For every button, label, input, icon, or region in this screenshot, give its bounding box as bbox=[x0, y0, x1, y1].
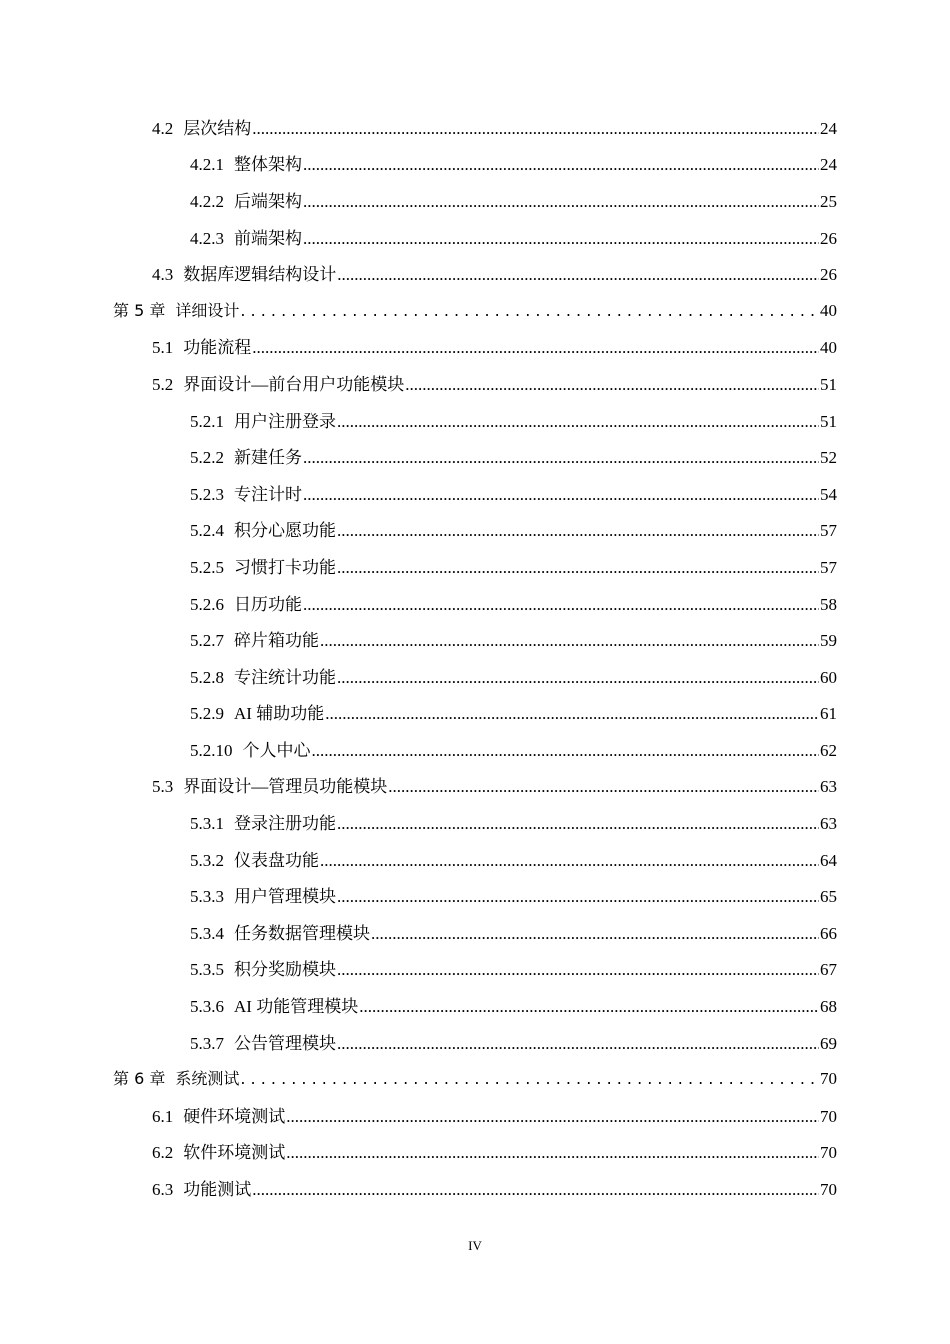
toc-entry-title: 积分奖励模块 bbox=[234, 960, 336, 980]
toc-dot-leader bbox=[337, 265, 819, 285]
toc-entry-label bbox=[190, 992, 358, 1017]
toc-entry-number: 5.3.2 bbox=[190, 850, 224, 870]
toc-dot-leader bbox=[303, 485, 819, 505]
toc-entry[interactable] bbox=[0, 1059, 950, 1096]
toc-entry-title: 公告管理模块 bbox=[234, 1033, 336, 1053]
toc-dot-leader bbox=[359, 997, 819, 1017]
toc-entry-page: 51 bbox=[820, 374, 837, 394]
toc-entry-title: 后端架构 bbox=[234, 191, 302, 211]
toc-entry-title: 硬件环境测试 bbox=[183, 1106, 286, 1126]
toc-entry-title: 积分心愿功能 bbox=[234, 521, 336, 541]
toc-dot-leader bbox=[303, 192, 819, 212]
toc-entry[interactable] bbox=[0, 1133, 950, 1170]
toc-entry-page: 65 bbox=[820, 887, 837, 907]
toc-entry-label bbox=[190, 187, 302, 212]
toc-entry-label bbox=[152, 1175, 251, 1200]
toc-entry-line bbox=[190, 699, 837, 724]
toc-entry-page: 52 bbox=[820, 448, 837, 468]
toc-dot-leader bbox=[303, 595, 819, 615]
toc-entry-title: 详细设计 bbox=[175, 300, 240, 320]
toc-entry[interactable] bbox=[0, 181, 950, 218]
toc-entry[interactable] bbox=[0, 840, 950, 877]
toc-entry-page: 61 bbox=[820, 704, 837, 724]
toc-entry[interactable] bbox=[0, 876, 950, 913]
toc-entry-page: 57 bbox=[820, 521, 837, 541]
toc-entry-page: 51 bbox=[820, 411, 837, 431]
toc-entry-number: 5.3.3 bbox=[190, 887, 224, 907]
toc-entry-number: 第 5 章 bbox=[113, 300, 166, 320]
toc-entry-title: 专注计时 bbox=[234, 484, 302, 504]
page-number: IV bbox=[468, 1238, 482, 1253]
toc-entry-page: 62 bbox=[820, 740, 837, 760]
toc-entry-title: AI 辅助功能 bbox=[234, 704, 325, 724]
toc-entry[interactable] bbox=[0, 145, 950, 182]
toc-entry-number: 4.2.2 bbox=[190, 191, 224, 211]
toc-entry-title: 系统测试 bbox=[175, 1069, 240, 1089]
toc-entry[interactable] bbox=[0, 694, 950, 731]
toc-dot-leader bbox=[252, 338, 819, 358]
toc-entry-title: AI 功能管理模块 bbox=[234, 997, 359, 1017]
toc-entry-title: 功能流程 bbox=[183, 338, 252, 358]
toc-entry-number: 5.2.5 bbox=[190, 557, 224, 577]
toc-entry-number: 5.2.7 bbox=[190, 631, 224, 651]
toc-entry-number: 5.3.6 bbox=[190, 997, 224, 1017]
toc-entry-label bbox=[152, 260, 336, 285]
toc-entry-number: 第 6 章 bbox=[113, 1069, 166, 1089]
toc-entry-page: 24 bbox=[820, 155, 837, 175]
toc-dot-leader bbox=[303, 448, 819, 468]
toc-entry-page: 54 bbox=[820, 484, 837, 504]
toc-entry-line bbox=[190, 443, 837, 468]
toc-entry-page: 67 bbox=[820, 960, 837, 980]
toc-dot-leader bbox=[337, 887, 819, 907]
toc-entry-title: 界面设计—管理员功能模块 bbox=[183, 777, 388, 797]
toc-entry-label bbox=[152, 772, 387, 797]
toc-entry-page: 25 bbox=[820, 191, 837, 211]
toc-entry[interactable] bbox=[0, 950, 950, 987]
toc-dot-leader bbox=[240, 1069, 819, 1088]
toc-entry-number: 5.3 bbox=[152, 777, 174, 797]
toc-entry-title: 用户注册登录 bbox=[234, 411, 336, 431]
toc-entry[interactable] bbox=[0, 1023, 950, 1060]
toc-entry-label bbox=[190, 919, 370, 944]
toc-dot-leader bbox=[337, 960, 819, 980]
toc-entry[interactable] bbox=[0, 108, 950, 145]
toc-dot-leader bbox=[252, 119, 819, 139]
toc-entry-label bbox=[190, 846, 319, 871]
table-of-contents bbox=[0, 108, 950, 1206]
toc-entry[interactable] bbox=[0, 437, 950, 474]
toc-entry-number: 4.2.1 bbox=[190, 155, 224, 175]
toc-entry-page: 63 bbox=[820, 814, 837, 834]
toc-entry-line bbox=[190, 553, 837, 578]
toc-entry-number: 4.2.3 bbox=[190, 228, 224, 248]
toc-entry-line bbox=[190, 150, 837, 175]
toc-entry-page: 70 bbox=[820, 1180, 837, 1200]
toc-entry-line bbox=[190, 224, 837, 249]
toc-entry-page: 70 bbox=[820, 1143, 837, 1163]
toc-entry-line bbox=[152, 772, 837, 797]
toc-entry-title: 整体架构 bbox=[234, 155, 302, 175]
toc-entry-label bbox=[152, 333, 251, 358]
toc-entry-page: 26 bbox=[820, 228, 837, 248]
toc-entry-number: 5.2.6 bbox=[190, 594, 224, 614]
toc-entry-number: 5.3.1 bbox=[190, 814, 224, 834]
toc-entry-line bbox=[152, 114, 837, 139]
toc-dot-leader bbox=[337, 668, 819, 688]
toc-entry-title: 前端架构 bbox=[234, 228, 302, 248]
toc-entry-title: 界面设计—前台用户功能模块 bbox=[183, 374, 405, 394]
toc-entry[interactable] bbox=[0, 254, 950, 291]
toc-entry-title: 仪表盘功能 bbox=[234, 850, 319, 870]
toc-entry-number: 5.2.8 bbox=[190, 667, 224, 687]
toc-dot-leader bbox=[286, 1143, 819, 1163]
toc-entry-number: 5.3.7 bbox=[190, 1033, 224, 1053]
toc-entry[interactable] bbox=[0, 474, 950, 511]
toc-entry-line bbox=[190, 1029, 837, 1054]
toc-dot-leader bbox=[303, 229, 819, 249]
toc-entry-title: 习惯打卡功能 bbox=[234, 557, 336, 577]
toc-entry-label bbox=[190, 663, 336, 688]
toc-entry-label bbox=[190, 224, 302, 249]
toc-entry[interactable] bbox=[0, 913, 950, 950]
toc-entry-number: 5.3.4 bbox=[190, 923, 224, 943]
toc-entry-number: 5.2.4 bbox=[190, 521, 224, 541]
toc-entry-title: 用户管理模块 bbox=[234, 887, 336, 907]
toc-entry-line bbox=[190, 663, 837, 688]
toc-entry-page: 60 bbox=[820, 667, 837, 687]
toc-dot-leader bbox=[405, 375, 819, 395]
toc-entry-line bbox=[152, 333, 837, 358]
toc-entry-page: 70 bbox=[820, 1069, 837, 1089]
toc-entry[interactable] bbox=[0, 218, 950, 255]
toc-dot-leader bbox=[337, 521, 819, 541]
toc-entry-line bbox=[190, 919, 837, 944]
toc-dot-leader bbox=[337, 1034, 819, 1054]
toc-entry[interactable] bbox=[0, 1096, 950, 1133]
toc-entry-line bbox=[190, 480, 837, 505]
toc-entry[interactable] bbox=[0, 986, 950, 1023]
toc-entry-line bbox=[190, 736, 837, 761]
toc-entry-label bbox=[190, 150, 302, 175]
toc-entry-label bbox=[190, 626, 319, 651]
toc-dot-leader bbox=[371, 924, 819, 944]
toc-entry-label bbox=[190, 736, 311, 761]
toc-entry-number: 5.3.5 bbox=[190, 960, 224, 980]
toc-entry-title: 功能测试 bbox=[183, 1180, 252, 1200]
toc-dot-leader bbox=[312, 741, 820, 761]
toc-entry-line bbox=[113, 298, 837, 321]
toc-entry-number: 5.2.9 bbox=[190, 704, 224, 724]
toc-entry-number: 6.3 bbox=[152, 1180, 174, 1200]
toc-entry-number: 4.2 bbox=[152, 118, 174, 138]
toc-entry-label bbox=[152, 370, 404, 395]
toc-entry-page: 40 bbox=[820, 338, 837, 358]
toc-entry-title: 碎片箱功能 bbox=[234, 631, 319, 651]
toc-entry[interactable] bbox=[0, 620, 950, 657]
toc-entry-label bbox=[190, 809, 336, 834]
toc-entry-page: 68 bbox=[820, 997, 837, 1017]
toc-dot-leader bbox=[320, 631, 819, 651]
toc-entry-page: 64 bbox=[820, 850, 837, 870]
toc-entry-title: 专注统计功能 bbox=[234, 667, 336, 687]
toc-entry-title: 层次结构 bbox=[183, 118, 252, 138]
toc-dot-leader bbox=[337, 412, 819, 432]
toc-dot-leader bbox=[337, 558, 819, 578]
toc-entry-title: 日历功能 bbox=[234, 594, 302, 614]
toc-entry-page: 57 bbox=[820, 557, 837, 577]
toc-entry-label bbox=[190, 590, 302, 615]
toc-dot-leader bbox=[240, 301, 819, 320]
toc-entry-line bbox=[152, 1175, 837, 1200]
toc-entry-line bbox=[190, 590, 837, 615]
toc-entry-number: 5.2.10 bbox=[190, 740, 233, 760]
toc-dot-leader bbox=[286, 1107, 819, 1127]
toc-entry-label bbox=[152, 1138, 285, 1163]
toc-entry[interactable] bbox=[0, 1169, 950, 1206]
toc-entry-label bbox=[190, 480, 302, 505]
toc-entry-line bbox=[190, 882, 837, 907]
toc-entry-line bbox=[190, 626, 837, 651]
toc-entry-line bbox=[152, 370, 837, 395]
toc-entry-page: 40 bbox=[820, 300, 837, 320]
toc-entry[interactable] bbox=[0, 291, 950, 328]
toc-entry-label bbox=[190, 699, 324, 724]
toc-entry-page: 70 bbox=[820, 1106, 837, 1126]
toc-entry[interactable] bbox=[0, 401, 950, 438]
toc-entry-title: 新建任务 bbox=[234, 448, 302, 468]
toc-dot-leader bbox=[303, 155, 819, 175]
toc-entry-line bbox=[190, 955, 837, 980]
toc-entry[interactable] bbox=[0, 364, 950, 401]
toc-entry-label bbox=[152, 1102, 285, 1127]
toc-entry[interactable] bbox=[0, 584, 950, 621]
toc-entry-title: 软件环境测试 bbox=[183, 1143, 286, 1163]
toc-entry-page: 63 bbox=[820, 777, 837, 797]
toc-entry-line bbox=[190, 846, 837, 871]
toc-entry-number: 5.2 bbox=[152, 374, 174, 394]
toc-entry-number: 5.1 bbox=[152, 338, 174, 358]
toc-entry-label bbox=[113, 298, 239, 321]
toc-entry-label bbox=[113, 1066, 239, 1089]
toc-entry-number: 5.2.3 bbox=[190, 484, 224, 504]
toc-entry-number: 6.2 bbox=[152, 1143, 174, 1163]
toc-entry-label bbox=[190, 882, 336, 907]
toc-entry-label bbox=[190, 443, 302, 468]
toc-entry-page: 24 bbox=[820, 118, 837, 138]
toc-entry-label bbox=[190, 955, 336, 980]
toc-entry-page: 66 bbox=[820, 923, 837, 943]
toc-entry-label bbox=[152, 114, 251, 139]
toc-entry-line bbox=[152, 260, 837, 285]
toc-entry-label bbox=[190, 1029, 336, 1054]
toc-dot-leader bbox=[325, 704, 819, 724]
toc-entry-line bbox=[190, 809, 837, 834]
toc-entry[interactable] bbox=[0, 803, 950, 840]
toc-entry-line bbox=[190, 187, 837, 212]
toc-entry[interactable] bbox=[0, 547, 950, 584]
toc-entry-number: 6.1 bbox=[152, 1106, 174, 1126]
toc-entry-label bbox=[190, 407, 336, 432]
toc-entry-title: 数据库逻辑结构设计 bbox=[183, 265, 337, 285]
toc-entry[interactable] bbox=[0, 511, 950, 548]
toc-entry-line bbox=[190, 407, 837, 432]
toc-entry-page: 58 bbox=[820, 594, 837, 614]
toc-entry-line bbox=[152, 1138, 837, 1163]
toc-entry-line bbox=[113, 1066, 837, 1089]
toc-entry-line bbox=[152, 1102, 837, 1127]
toc-entry-label bbox=[190, 516, 336, 541]
toc-entry-page: 59 bbox=[820, 631, 837, 651]
toc-entry-title: 登录注册功能 bbox=[234, 814, 336, 834]
toc-dot-leader bbox=[388, 777, 819, 797]
toc-dot-leader bbox=[337, 814, 819, 834]
toc-entry[interactable] bbox=[0, 767, 950, 804]
toc-entry-page: 69 bbox=[820, 1033, 837, 1053]
toc-dot-leader bbox=[320, 851, 819, 871]
toc-entry-label bbox=[190, 553, 336, 578]
toc-entry[interactable] bbox=[0, 730, 950, 767]
toc-entry-page: 26 bbox=[820, 265, 837, 285]
toc-entry[interactable] bbox=[0, 657, 950, 694]
toc-dot-leader bbox=[252, 1180, 819, 1200]
toc-entry-title: 任务数据管理模块 bbox=[234, 923, 370, 943]
toc-entry-number: 5.2.2 bbox=[190, 448, 224, 468]
toc-entry-line bbox=[190, 516, 837, 541]
toc-entry[interactable] bbox=[0, 328, 950, 365]
toc-entry-line bbox=[190, 992, 837, 1017]
toc-entry-number: 5.2.1 bbox=[190, 411, 224, 431]
toc-entry-title: 个人中心 bbox=[242, 740, 311, 760]
toc-entry-number: 4.3 bbox=[152, 265, 174, 285]
